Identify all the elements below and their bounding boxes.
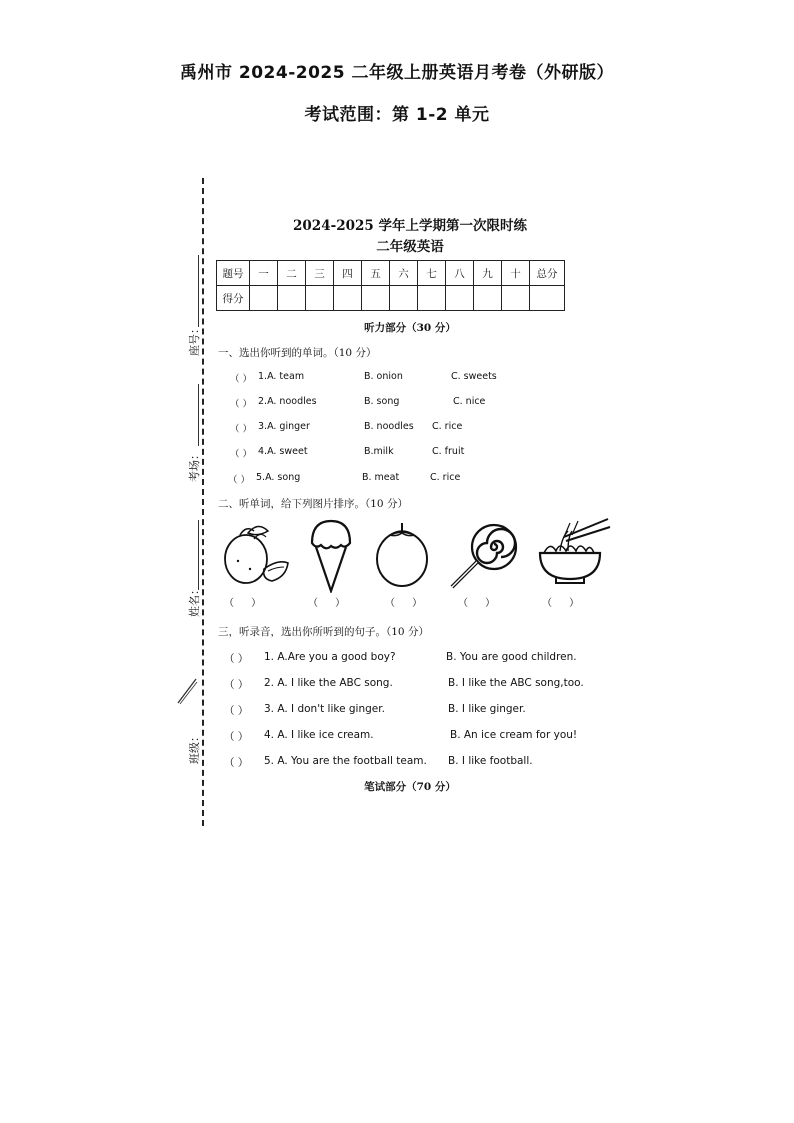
noodles-bowl-icon (534, 515, 612, 585)
class-blank-mark (176, 676, 198, 706)
score-cell[interactable] (390, 286, 418, 311)
score-col: 四 (334, 261, 362, 286)
order-blank[interactable]: （ ） (224, 598, 269, 609)
lollipop-icon (444, 521, 526, 591)
option-b: B. song (364, 396, 400, 407)
option-b: B. I like the ABC song,too. (448, 677, 584, 689)
answer-blank[interactable]: （ ） (224, 653, 249, 665)
option-b: B. noodles (364, 421, 414, 432)
answer-blank[interactable]: （ ） (230, 449, 253, 460)
room-blank (198, 384, 199, 446)
score-col: 二 (278, 261, 306, 286)
score-cell[interactable] (306, 286, 334, 311)
score-table-score-row (217, 286, 565, 311)
exam-title: 2024-2025 学年上学期第一次限时练 (293, 218, 527, 234)
score-cell[interactable] (362, 286, 390, 311)
room-label: 考场： (188, 449, 201, 482)
answer-blank[interactable]: （ ） (224, 705, 249, 717)
tomato-icon (374, 519, 430, 589)
score-cell[interactable] (446, 286, 474, 311)
answer-blank[interactable]: （ ） (230, 374, 253, 385)
order-blank[interactable]: （ ） (542, 598, 587, 609)
score-col: 六 (390, 261, 418, 286)
binding-dashed-line (202, 178, 204, 826)
score-cell[interactable] (250, 286, 278, 311)
section1-heading: 一、选出你听到的单词。（10 分） (218, 347, 377, 359)
seat-label: 座号： (188, 323, 201, 356)
option-a: 1.A. team (258, 371, 305, 382)
score-col: 七 (418, 261, 446, 286)
listening-section-label: 听力部分（30 分） (364, 322, 456, 334)
score-cell[interactable] (334, 286, 362, 311)
order-blank[interactable]: （ ） (308, 598, 353, 609)
section2-heading: 二、听单词，给下列图片排序。（10 分） (218, 498, 408, 510)
option-a: 4. A. I like ice cream. (264, 729, 374, 741)
option-a: 5.A. song (256, 472, 301, 483)
order-blank[interactable]: （ ） (385, 598, 430, 609)
score-cell[interactable] (418, 286, 446, 311)
option-a: 5. A. You are the football team. (264, 755, 427, 767)
option-c: C. fruit (432, 446, 465, 457)
option-a: 2.A. noodles (258, 396, 317, 407)
answer-blank[interactable]: （ ） (228, 475, 251, 486)
score-row-label: 题号 (217, 261, 250, 286)
option-b: B. An ice cream for you! (450, 729, 578, 741)
score-col: 一 (250, 261, 278, 286)
ice-cream-icon (308, 519, 354, 593)
answer-blank[interactable]: （ ） (224, 757, 249, 769)
option-a: 2. A. I like the ABC song. (264, 677, 393, 689)
option-b: B. I like ginger. (448, 703, 526, 715)
exam-subject: 二年级英语 (376, 239, 444, 255)
score-cell[interactable] (474, 286, 502, 311)
name-blank (198, 520, 199, 590)
score-col: 五 (362, 261, 390, 286)
option-c: C. nice (453, 396, 486, 407)
option-b: B. meat (362, 472, 400, 483)
option-b: B.milk (364, 446, 394, 457)
score-col: 九 (474, 261, 502, 286)
option-c: C. sweets (451, 371, 497, 382)
option-c: C. rice (430, 472, 461, 483)
score-col: 三 (306, 261, 334, 286)
exam-scope: 考试范围：第 1-2 单元 (304, 105, 490, 125)
answer-blank[interactable]: （ ） (230, 399, 253, 410)
answer-blank[interactable]: （ ） (230, 424, 253, 435)
order-blank[interactable]: （ ） (458, 598, 503, 609)
section3-heading: 三，听录音，选出你所听到的句子。（10 分） (218, 626, 429, 638)
score-cell[interactable] (278, 286, 306, 311)
score-cell[interactable] (502, 286, 530, 311)
written-section-label: 笔试部分（70 分） (364, 781, 456, 793)
option-a: 1. A.Are you a good boy? (264, 651, 396, 663)
option-a: 4.A. sweet (258, 446, 308, 457)
score-table-header-row (217, 261, 565, 286)
document-title: 禹州市 2024-2025 二年级上册英语月考卷（外研版） (179, 63, 615, 83)
score-col: 十 (502, 261, 530, 286)
option-b: B. You are good children. (446, 651, 577, 663)
orange-icon (220, 517, 294, 589)
score-table (216, 260, 565, 311)
answer-blank[interactable]: （ ） (224, 731, 249, 743)
score-total-label: 总分 (530, 261, 565, 286)
option-b: B. I like football. (448, 755, 533, 767)
score-total-cell[interactable] (530, 286, 565, 311)
score-row-label: 得分 (217, 286, 250, 311)
option-c: C. rice (432, 421, 463, 432)
option-a: 3.A. ginger (258, 421, 310, 432)
class-label: 班级： (188, 731, 201, 764)
option-b: B. onion (364, 371, 403, 382)
score-col: 八 (446, 261, 474, 286)
name-label: 姓名： (188, 584, 201, 617)
option-a: 3. A. I don't like ginger. (264, 703, 385, 715)
answer-blank[interactable]: （ ） (224, 679, 249, 691)
seat-blank (198, 255, 199, 327)
